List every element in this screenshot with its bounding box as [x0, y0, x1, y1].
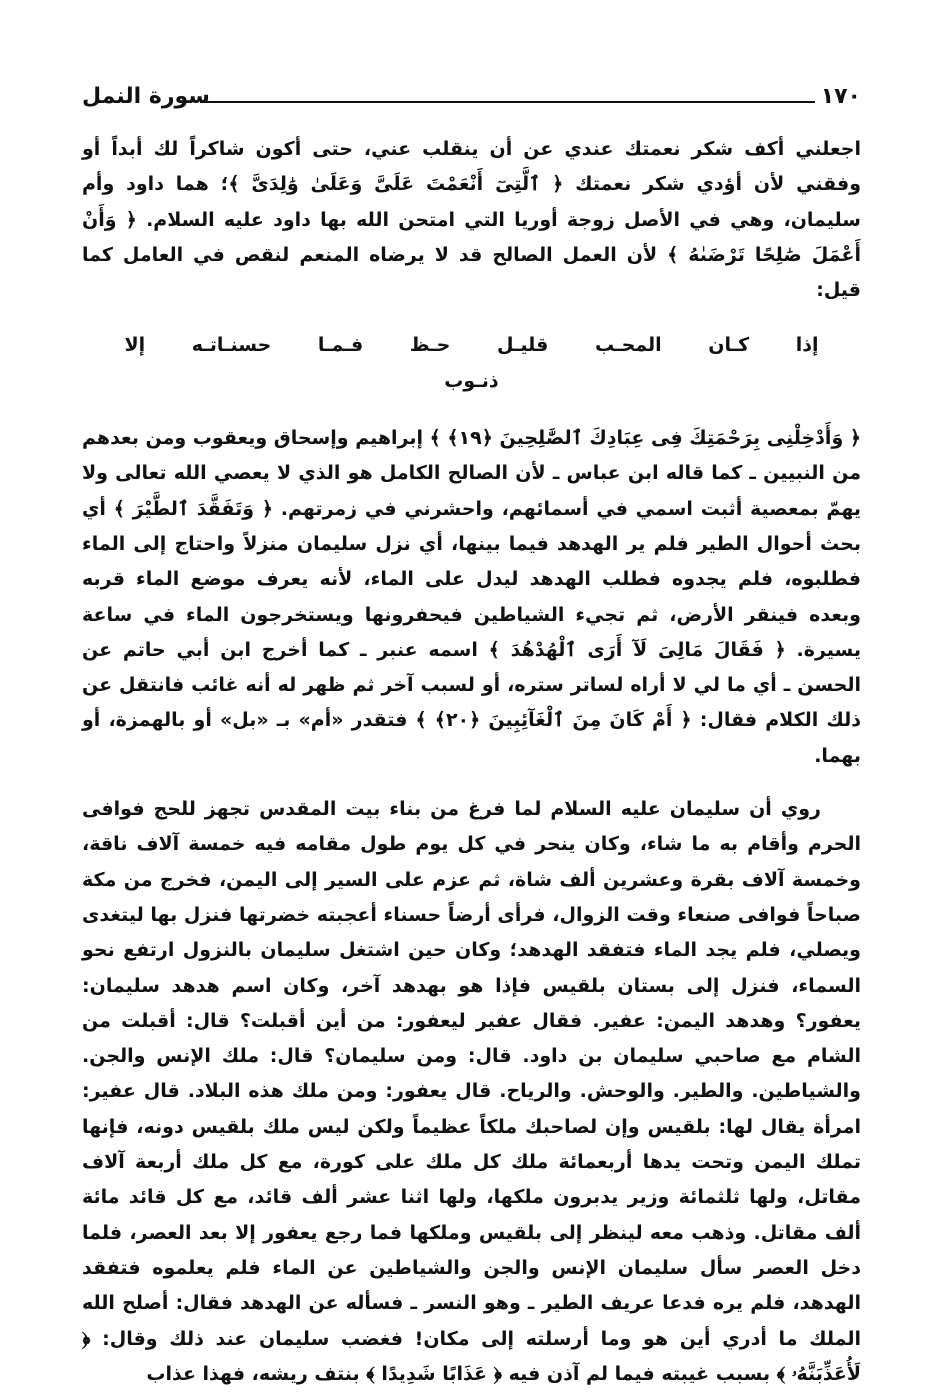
header-rule	[200, 101, 815, 103]
paragraph-2: ﴿ وَأَدْخِلْنِى بِرَحْمَتِكَ فِى عِبَادِكَ ٱلصَّٰلِحِينَ ﴿١٩﴾ ﴾ إبراهيم وإسحاق ويعقوب ومن بعدهم من النبيين ـ كما قاله ابن عباس ـ لأن الصالح الكامل هو الذي لا يعصي الله تعالى ولا يهمّ بمعصية أثبت اسمي في أسمائهم، واحشرني في زمرتهم. ﴿ وَتَفَقَّدَ ٱلطَّيْرَ ﴾ أي بحث أحوال الطير فلم ير الهدهد فيما بينها، أي نزل سليمان منزلاً واحتاج إلى الماء فطلبوه، فلم يجدوه فطلب الهدهد ليدل على الماء، لأنه يعرف موضع الماء قربه وبعده فينقر الأرض، ثم تجيء الشياطين فيحفرونها ويستخرجون الماء في ساعة يسيرة. ﴿ فَقَالَ مَالِىَ لَآ أَرَى ٱلْهُدْهُدَ ﴾ اسمه عنبر ـ كما أخرج ابن أبي حاتم عن الحسن ـ أي ما لي لا أراه لساتر ستره، أو لسبب آخر ثم ظهر له أنه غائب فانتقل عن ذلك الكلام فقال: ﴿ أَمْ كَانَ مِنَ ٱلْغَآئِبِينَ ﴿٢٠﴾ ﴾ فتقدر «أم» بـ «بل» أو بالهمزة، أو بهما.	[82, 427, 862, 767]
paragraph-1: اجعلني أكف شكر نعمتك عندي عن أن ينقلب عني، حتى أكون شاكراً لك أبداً أو وفقني لأن أؤدي شكر نعمتك ﴿ ٱلَّتِىٓ أَنْعَمْتَ عَلَىَّ وَعَلَىٰ وَٰلِدَىَّ ﴾؛ هما داود وأم سليمان، وهي في الأصل زوجة أوريا التي امتحن الله بها داود عليه السلام. ﴿ وَأَنْ أَعْمَلَ صَٰلِحًا تَرْضَىٰهُ ﴾ لأن العمل الصالح قد لا يرضاه المنعم لنقص في العامل كما قيل:	[82, 138, 861, 302]
page-header	[82, 84, 861, 118]
page-number: ١٧٠	[820, 84, 861, 109]
poetry-verse: إذا كـان المحـب قليـل حـظ فـمـا حسنـاتـه إلا ذنـوب	[124, 334, 819, 392]
page-body	[82, 132, 861, 1392]
paragraph-3: روي أن سليمان عليه السلام لما فرغ من بناء بيت المقدس تجهز للحج فوافى الحرم وأقام به ما شاء، وكان ينحر في كل يوم طول مقامه فيه خمسة آلاف ناقة، وخمسة آلاف بقرة وعشرين ألف شاة، ثم عزم على السير إلى اليمن، فخرج من مكة صباحاً فوافى صنعاء وقت الزوال، فرأى أرضاً حسناء أعجبته خضرتها فنزل بها ليتغدى ويصلي، فلم يجد الماء فتفقد الهدهد؛ وكان حين اشتغل سليمان بالنزول ارتفع نحو السماء، فنزل إلى بستان بلقيس فإذا هو بهدهد آخر، وكان اسم هدهد سليمان: يعفور؟ وهدهد اليمن: عفير. فقال عفير ليعفور: من أين أقبلت؟ قال: أقبلت من الشام مع صاحبي سليمان بن داود. قال: ومن سليمان؟ قال: ملك الإنس والجن. والشياطين. والطير. والوحش. والرياح. قال يعفور: ومن ملك هذه البلاد. قال عفير: امرأة يقال لها: بلقيس وإن لصاحبك ملكاً عظيماً ولكن ليس ملك بلقيس دونه، فإنها تملك اليمن وتحت يدها أربعمائة ملك كل ملك على كورة، مع كل ملك أربعة آلاف مقاتل، ولها ثلثمائة وزير يدبرون ملكها، ولها اثنا عشر ألف قائد، مع كل قائد مائة ألف مقاتل. وذهب معه لينظر إلى بلقيس وملكها فما رجع يعفور إلا بعد العصر، فلما دخل العصر سأل سليمان الإنس والجن والشياطين عن الماء فلم يعلموه فتفقد الهدهد، فلم يره فدعا عريف الطير ـ وهو النسر ـ فسأله عن الهدهد فقال: أصلح الله الملك ما أدري أين هو وما أرسلته إلى مكان! فغضب سليمان عند ذلك وقال: ﴿ لَأُعَذِّبَنَّهُۥ ﴾ بسبب غيبته فيما لم آذن فيه ﴿ عَذَابًا شَدِيدًا ﴾ بنتف ريشه، فهذا عذاب	[82, 798, 861, 1385]
surah-title: سورة النمل	[82, 84, 210, 109]
